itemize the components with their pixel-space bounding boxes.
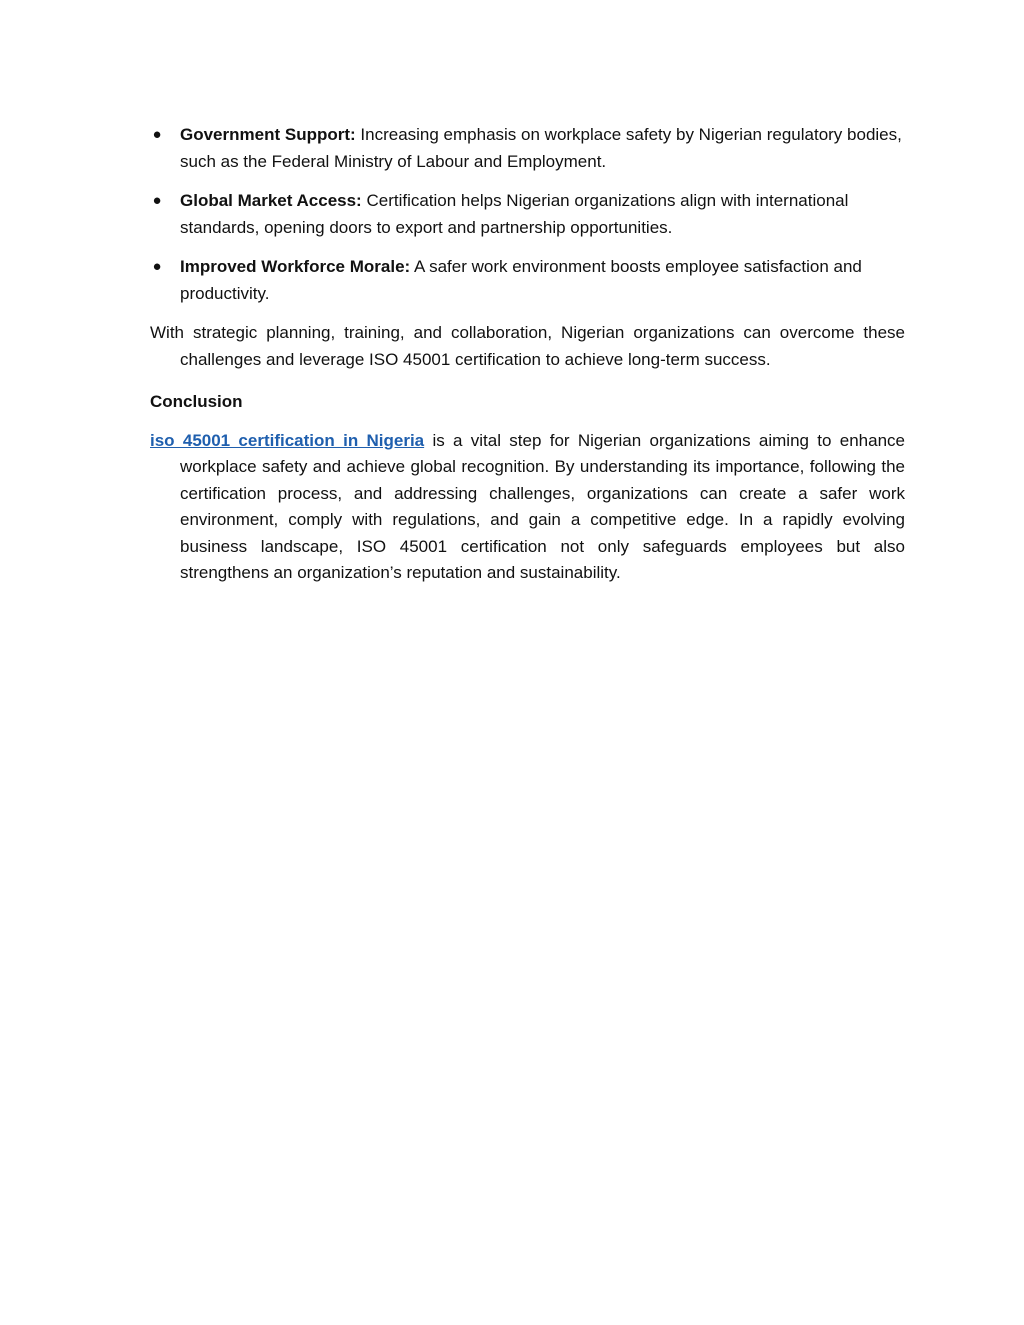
list-item-global-market-access [150, 188, 905, 241]
list-item-text: Certification helps Nigerian organizations align with international standards, opening doors to export and partnership opportunities. [180, 191, 849, 237]
list-item-title: Government Support: [180, 125, 356, 144]
list-item-text: Increasing emphasis on workplace safety by Nigerian regulatory bodies, such as the Federal Ministry of Labour and Employment. [180, 125, 902, 171]
benefits-list [150, 122, 905, 307]
list-item-improved-workforce-morale [150, 254, 905, 307]
list-item-title: Global Market Access: [180, 191, 362, 210]
list-item-text: A safer work environment boosts employee satisfaction and productivity. [180, 257, 862, 303]
conclusion-paragraph [150, 428, 905, 587]
bullet-icon: ● [152, 258, 162, 275]
document-body [150, 122, 905, 600]
list-item-title: Improved Workforce Morale: [180, 257, 411, 276]
conclusion-heading: Conclusion [150, 392, 243, 411]
summary-paragraph: With strategic planning, training, and collaboration, Nigerian organizations can overcome these challenges and leverage ISO 45001 certification to achieve long-term success. [150, 323, 905, 369]
list-item-government-support [150, 122, 905, 175]
conclusion-text: is a vital step for Nigerian organizations aiming to enhance workplace safety and achieve global recognition. By understanding its importance, following the certification process, and addressing challenges, organizations can create a safer work environment, comply with regulations, and gain a competitive edge. In a rapidly evolving business landscape, ISO 45001 certification not only safeguards employees but also strengthens an organization’s reputation and sustainability. [180, 430, 905, 582]
bullet-icon: ● [152, 126, 162, 143]
iso-certification-link[interactable]: iso 45001 certification in Nigeria [150, 430, 425, 450]
bullet-icon: ● [152, 192, 162, 209]
